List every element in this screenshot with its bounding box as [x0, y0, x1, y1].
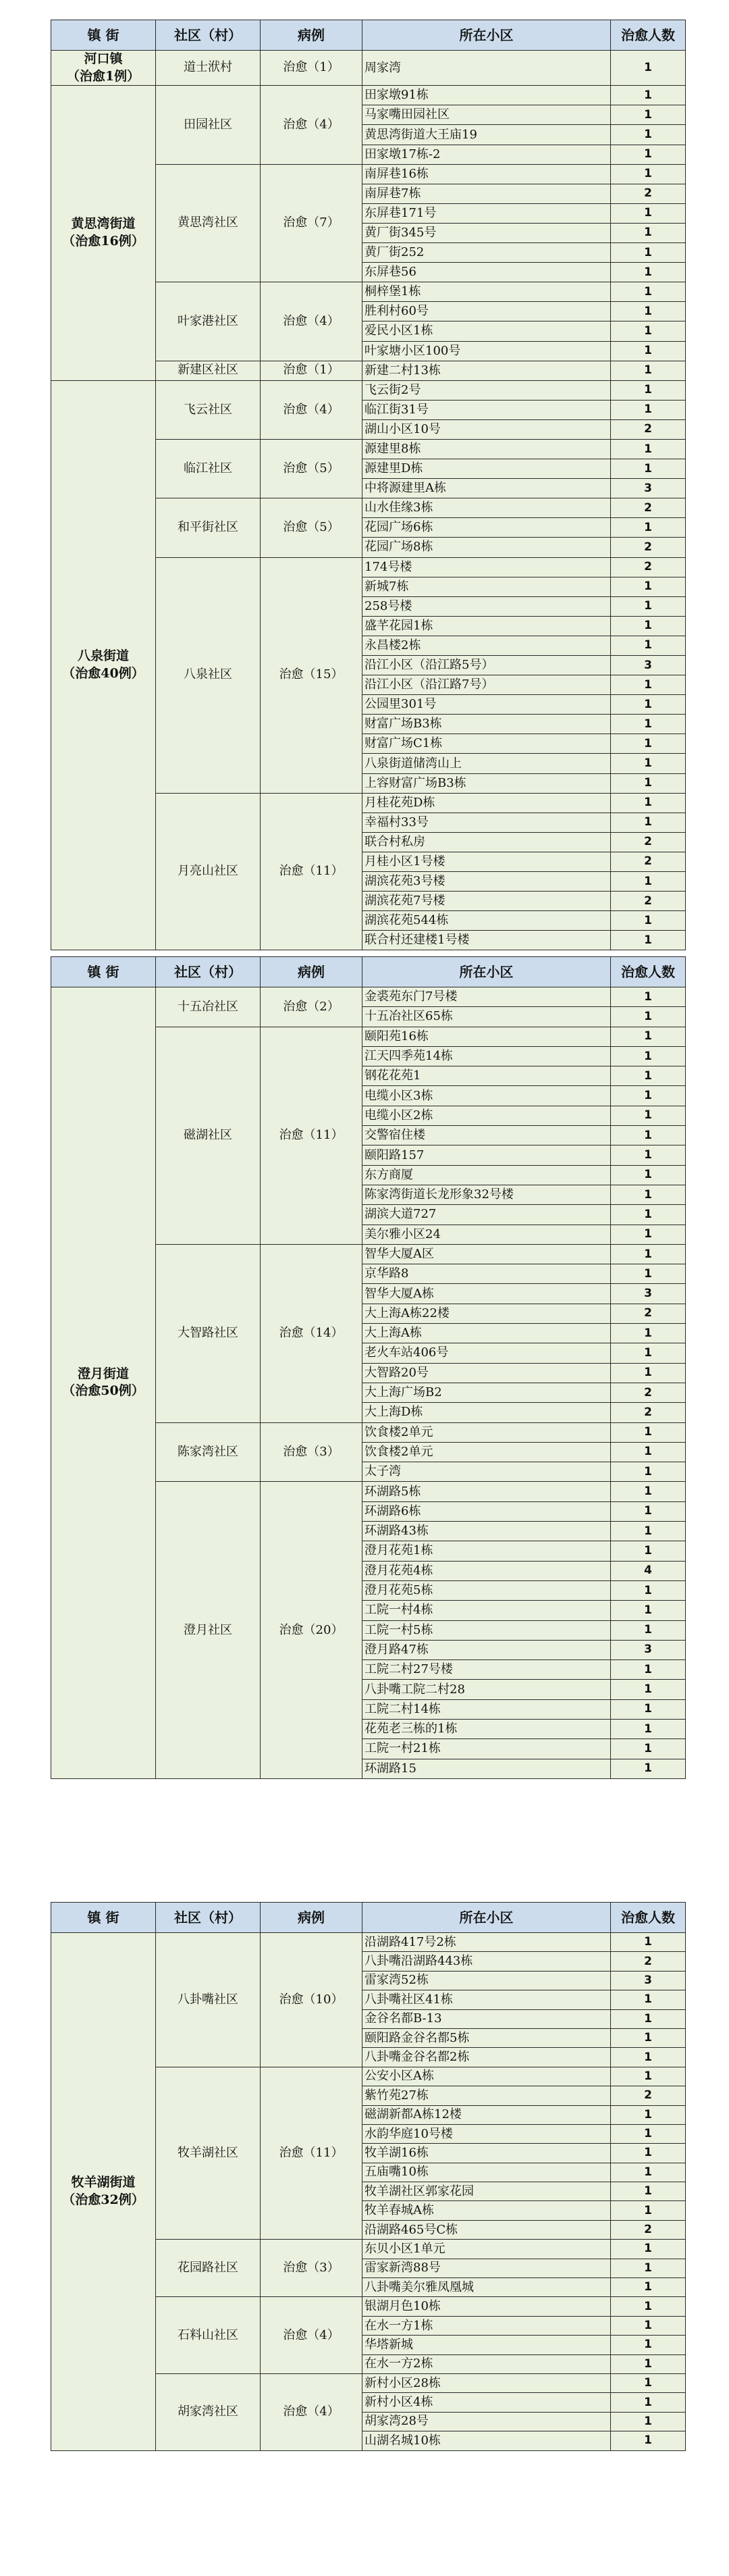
count-cell: 1 [611, 2144, 686, 2163]
location-cell: 智华大厦A区 [362, 1244, 611, 1264]
location-cell: 沿湖路417号2栋 [362, 1933, 611, 1952]
location-cell: 月桂小区1号楼 [362, 852, 611, 871]
cases-cell: 治愈（4） [261, 2373, 362, 2450]
count-cell: 1 [611, 125, 686, 145]
count-cell: 1 [611, 2028, 686, 2047]
location-cell: 花园广场6栋 [362, 518, 611, 538]
location-cell: 花园广场8栋 [362, 538, 611, 557]
location-cell: 华塔新城 [362, 2336, 611, 2354]
count-cell: 1 [611, 1990, 686, 2009]
count-cell: 1 [611, 2201, 686, 2220]
count-cell: 1 [611, 341, 686, 361]
cases-cell: 治愈（5） [261, 439, 362, 498]
location-cell: 胜利村60号 [362, 302, 611, 321]
count-cell: 1 [611, 1660, 686, 1680]
location-cell: 水韵华庭10号楼 [362, 2124, 611, 2143]
cases-cell: 治愈（4） [261, 282, 362, 361]
cases-cell: 治愈（2） [261, 987, 362, 1027]
count-cell: 1 [611, 2105, 686, 2124]
location-cell: 湖滨大道727 [362, 1205, 611, 1225]
street-cell: 黄思湾街道 （治愈16例） [51, 86, 156, 380]
location-cell: 澄月路47栋 [362, 1640, 611, 1659]
location-cell: 沿江小区（沿江路5号） [362, 656, 611, 675]
count-cell: 1 [611, 223, 686, 242]
count-cell: 1 [611, 1165, 686, 1185]
location-cell: 月桂花苑D栋 [362, 793, 611, 813]
location-cell: 钢花花苑1 [362, 1066, 611, 1086]
cases-cell: 治愈（4） [261, 86, 362, 164]
community-cell: 八卦嘴社区 [156, 1933, 261, 2067]
count-cell: 3 [611, 479, 686, 498]
location-cell: 环湖路15 [362, 1759, 611, 1778]
count-cell: 2 [611, 538, 686, 557]
location-cell: 工院一村4栋 [362, 1601, 611, 1620]
header-community: 社区（村） [156, 1903, 261, 1933]
cases-cell: 治愈（3） [261, 2240, 362, 2297]
location-cell: 财富广场B3栋 [362, 715, 611, 734]
location-cell: 牧羊春城A栋 [362, 2201, 611, 2220]
count-cell: 1 [611, 1699, 686, 1719]
location-cell: 南屏巷7栋 [362, 184, 611, 203]
location-cell: 在水一方2栋 [362, 2354, 611, 2373]
location-cell: 八泉街道储湾山上 [362, 754, 611, 773]
count-cell: 1 [611, 596, 686, 616]
count-cell: 2 [611, 2220, 686, 2239]
table-row [51, 86, 686, 105]
location-cell: 东方商厦 [362, 1165, 611, 1185]
count-cell: 1 [611, 754, 686, 773]
count-cell: 1 [611, 987, 686, 1007]
location-cell: 牧羊湖16栋 [362, 2144, 611, 2163]
location-cell: 颐阳苑16栋 [362, 1027, 611, 1046]
location-cell: 叶家塘小区100号 [362, 341, 611, 361]
location-cell: 澄月花苑4栋 [362, 1561, 611, 1580]
location-cell: 大上海A栋22楼 [362, 1304, 611, 1323]
count-cell: 1 [611, 203, 686, 223]
location-cell: 雷家湾52栋 [362, 1971, 611, 1990]
location-cell: 东屏巷171号 [362, 203, 611, 223]
count-cell: 1 [611, 1422, 686, 1442]
community-cell: 牧羊湖社区 [156, 2067, 261, 2240]
location-cell: 工院二村14栋 [362, 1699, 611, 1719]
header-count: 治愈人数 [611, 957, 686, 987]
location-cell: 源建里8栋 [362, 439, 611, 459]
count-cell: 1 [611, 1264, 686, 1284]
location-cell: 银湖月色10栋 [362, 2297, 611, 2316]
community-cell: 月亮山社区 [156, 793, 261, 950]
location-cell: 马家嘴田园社区 [362, 105, 611, 125]
community-cell: 八泉社区 [156, 557, 261, 793]
location-cell: 新建二村13栋 [362, 361, 611, 380]
location-cell: 黄思湾街道大王庙19 [362, 125, 611, 145]
location-cell: 澄月花苑1栋 [362, 1541, 611, 1561]
location-cell: 盛芊花园1栋 [362, 616, 611, 636]
table-header-row [51, 1903, 686, 1933]
location-cell: 周家湾 [362, 51, 611, 86]
count-cell: 2 [611, 1952, 686, 1971]
location-cell: 桐梓堡1栋 [362, 282, 611, 302]
community-cell: 大智路社区 [156, 1244, 261, 1422]
count-cell: 1 [611, 459, 686, 479]
header-cases: 病例 [261, 20, 362, 51]
count-cell: 1 [611, 1541, 686, 1561]
cases-cell: 治愈（20） [261, 1482, 362, 1778]
location-cell: 沿湖路465号C栋 [362, 2220, 611, 2239]
count-cell: 2 [611, 832, 686, 852]
community-cell: 胡家湾社区 [156, 2373, 261, 2450]
count-cell: 1 [611, 1126, 686, 1145]
count-cell: 1 [611, 86, 686, 105]
location-cell: 八卦嘴工院二村28 [362, 1680, 611, 1699]
location-cell: 紫竹苑27栋 [362, 2086, 611, 2105]
count-cell: 1 [611, 2182, 686, 2201]
location-cell: 花苑老三栋的1栋 [362, 1719, 611, 1738]
location-cell: 东贝小区1单元 [362, 2240, 611, 2259]
location-cell: 东屏巷56 [362, 263, 611, 282]
count-cell: 1 [611, 1007, 686, 1027]
count-cell: 1 [611, 734, 686, 754]
count-cell: 1 [611, 2163, 686, 2182]
count-cell: 1 [611, 282, 686, 302]
count-cell: 1 [611, 1482, 686, 1501]
location-cell: 新城7栋 [362, 577, 611, 596]
location-cell: 在水一方1栋 [362, 2316, 611, 2335]
location-cell: 五庙嘴10栋 [362, 2163, 611, 2182]
location-cell: 颐阳路157 [362, 1145, 611, 1165]
community-cell: 和平街社区 [156, 498, 261, 557]
cases-cell: 治愈（5） [261, 498, 362, 557]
count-cell: 1 [611, 715, 686, 734]
cases-cell: 治愈（11） [261, 2067, 362, 2240]
location-cell: 金谷名都B-13 [362, 2009, 611, 2028]
count-cell: 3 [611, 656, 686, 675]
location-cell: 联合村还建楼1号楼 [362, 931, 611, 950]
count-cell: 2 [611, 184, 686, 203]
location-cell: 新村小区4栋 [362, 2393, 611, 2412]
count-cell: 1 [611, 2259, 686, 2277]
location-cell: 胡家湾28号 [362, 2412, 611, 2431]
community-cell: 道士洑村 [156, 51, 261, 86]
location-cell: 美尔雅小区24 [362, 1225, 611, 1244]
count-cell: 1 [611, 1501, 686, 1521]
count-cell: 1 [611, 2048, 686, 2067]
street-cell: 牧羊湖街道 （治愈32例） [51, 1933, 156, 2451]
cases-cell: 治愈（1） [261, 51, 362, 86]
count-cell: 1 [611, 1620, 686, 1640]
count-cell: 1 [611, 1680, 686, 1699]
location-cell: 颐阳路金谷名都5栋 [362, 2028, 611, 2047]
location-cell: 174号楼 [362, 557, 611, 577]
count-cell: 1 [611, 2393, 686, 2412]
count-cell: 1 [611, 400, 686, 419]
count-cell: 1 [611, 263, 686, 282]
location-cell: 八卦嘴美尔雅凤凰城 [362, 2278, 611, 2297]
cases-cell: 治愈（4） [261, 380, 362, 439]
table-header-row [51, 957, 686, 987]
location-cell: 财富广场C1栋 [362, 734, 611, 754]
cases-cell: 治愈（14） [261, 1244, 362, 1422]
community-cell: 飞云社区 [156, 380, 261, 439]
location-cell: 饮食楼2单元 [362, 1442, 611, 1462]
count-cell: 1 [611, 675, 686, 695]
count-cell: 2 [611, 1304, 686, 1323]
count-cell: 1 [611, 518, 686, 538]
cases-cell: 治愈（15） [261, 557, 362, 793]
count-cell: 1 [611, 1759, 686, 1778]
location-cell: 金裘苑东门7号楼 [362, 987, 611, 1007]
count-cell: 3 [611, 1971, 686, 1990]
count-cell: 1 [611, 616, 686, 636]
count-cell: 1 [611, 1363, 686, 1383]
location-cell: 田家墩17栋-2 [362, 145, 611, 164]
count-cell: 1 [611, 1462, 686, 1482]
location-cell: 新村小区28栋 [362, 2373, 611, 2392]
count-cell: 1 [611, 2278, 686, 2297]
count-cell: 1 [611, 2240, 686, 2259]
cases-cell: 治愈（11） [261, 1027, 362, 1244]
location-cell: 十五冶社区65栋 [362, 1007, 611, 1027]
header-location: 所在小区 [362, 1903, 611, 1933]
location-cell: 江天四季苑14栋 [362, 1046, 611, 1066]
location-cell: 山湖名城10栋 [362, 2431, 611, 2450]
count-cell: 1 [611, 695, 686, 715]
location-cell: 飞云街2号 [362, 380, 611, 400]
community-cell: 黄思湾社区 [156, 164, 261, 282]
location-cell: 环湖路6栋 [362, 1501, 611, 1521]
community-cell: 陈家湾社区 [156, 1422, 261, 1482]
count-cell: 1 [611, 380, 686, 400]
count-cell: 1 [611, 321, 686, 341]
header-community: 社区（村） [156, 957, 261, 987]
header-cases: 病例 [261, 1903, 362, 1933]
header-location: 所在小区 [362, 957, 611, 987]
count-cell: 2 [611, 498, 686, 518]
cases-cell: 治愈（7） [261, 164, 362, 282]
count-cell: 1 [611, 439, 686, 459]
count-cell: 2 [611, 557, 686, 577]
count-cell: 1 [611, 1066, 686, 1086]
header-community: 社区（村） [156, 20, 261, 51]
count-cell: 1 [611, 1601, 686, 1620]
location-cell: 爱民小区1栋 [362, 321, 611, 341]
count-cell: 1 [611, 2124, 686, 2143]
location-cell: 磁湖新都A栋12楼 [362, 2105, 611, 2124]
count-cell: 3 [611, 1640, 686, 1659]
count-cell: 1 [611, 1027, 686, 1046]
location-cell: 环湖路5栋 [362, 1482, 611, 1501]
count-cell: 1 [611, 1324, 686, 1343]
count-cell: 1 [611, 931, 686, 950]
count-cell: 2 [611, 2086, 686, 2105]
cases-cell: 治愈（11） [261, 793, 362, 950]
location-cell: 258号楼 [362, 596, 611, 616]
count-cell: 2 [611, 1383, 686, 1402]
location-cell: 湖山小区10号 [362, 419, 611, 439]
case-table [51, 956, 686, 1779]
location-cell: 大上海广场B2 [362, 1383, 611, 1402]
location-cell: 牧羊湖社区郭家花园 [362, 2182, 611, 2201]
count-cell: 2 [611, 892, 686, 911]
count-cell: 3 [611, 1284, 686, 1304]
header-cases: 病例 [261, 957, 362, 987]
header-street: 镇 街 [51, 1903, 156, 1933]
location-cell: 八卦嘴沿湖路443栋 [362, 1952, 611, 1971]
location-cell: 公安小区A栋 [362, 2067, 611, 2086]
count-cell: 1 [611, 813, 686, 832]
location-cell: 中将源建里A栋 [362, 479, 611, 498]
count-cell: 1 [611, 1086, 686, 1106]
count-cell: 1 [611, 773, 686, 793]
count-cell: 1 [611, 1719, 686, 1738]
table-row [51, 51, 686, 86]
count-cell: 1 [611, 1522, 686, 1541]
location-cell: 湖滨花苑7号楼 [362, 892, 611, 911]
count-cell: 1 [611, 51, 686, 86]
header-count: 治愈人数 [611, 1903, 686, 1933]
location-cell: 工院一村5栋 [362, 1620, 611, 1640]
community-cell: 临江社区 [156, 439, 261, 498]
count-cell: 1 [611, 2412, 686, 2431]
cases-cell: 治愈（10） [261, 1933, 362, 2067]
count-cell: 1 [611, 577, 686, 596]
cases-cell: 治愈（3） [261, 1422, 362, 1482]
location-cell: 智华大厦A栋 [362, 1284, 611, 1304]
location-cell: 大智路20号 [362, 1363, 611, 1383]
location-cell: 幸福村33号 [362, 813, 611, 832]
count-cell: 1 [611, 164, 686, 184]
community-cell: 石料山社区 [156, 2297, 261, 2374]
location-cell: 陈家湾街道长龙形象32号楼 [362, 1185, 611, 1204]
location-cell: 山水佳缘3栋 [362, 498, 611, 518]
count-cell: 1 [611, 1185, 686, 1204]
header-count: 治愈人数 [611, 20, 686, 51]
community-cell: 新建区社区 [156, 361, 261, 380]
community-cell: 田园社区 [156, 86, 261, 164]
count-cell: 2 [611, 1403, 686, 1422]
location-cell: 上容财富广场B3栋 [362, 773, 611, 793]
count-cell: 1 [611, 1442, 686, 1462]
community-cell: 十五冶社区 [156, 987, 261, 1027]
location-cell: 八卦嘴社区41栋 [362, 1990, 611, 2009]
count-cell: 1 [611, 1244, 686, 1264]
community-cell: 澄月社区 [156, 1482, 261, 1778]
location-cell: 电缆小区3栋 [362, 1086, 611, 1106]
table-row [51, 987, 686, 1007]
location-cell: 饮食楼2单元 [362, 1422, 611, 1442]
count-cell: 1 [611, 243, 686, 263]
count-cell: 1 [611, 302, 686, 321]
location-cell: 湖滨花苑3号楼 [362, 872, 611, 892]
location-cell: 工院一村21栋 [362, 1739, 611, 1759]
count-cell: 1 [611, 2373, 686, 2392]
header-street: 镇 街 [51, 957, 156, 987]
count-cell: 1 [611, 2316, 686, 2335]
location-cell: 大上海D栋 [362, 1403, 611, 1422]
table-header-row [51, 20, 686, 51]
location-cell: 八卦嘴金谷名都2栋 [362, 2048, 611, 2067]
header-street: 镇 街 [51, 20, 156, 51]
street-cell: 河口镇 （治愈1例） [51, 51, 156, 86]
count-cell: 1 [611, 1145, 686, 1165]
count-cell: 1 [611, 1343, 686, 1363]
location-cell: 黄厂街252 [362, 243, 611, 263]
case-table [51, 20, 686, 950]
count-cell: 1 [611, 361, 686, 380]
location-cell: 临江街31号 [362, 400, 611, 419]
location-cell: 澄月花苑5栋 [362, 1580, 611, 1600]
count-cell: 2 [611, 419, 686, 439]
count-cell: 1 [611, 1046, 686, 1066]
cases-cell: 治愈（1） [261, 361, 362, 380]
location-cell: 公园里301号 [362, 695, 611, 715]
location-cell: 环湖路43栋 [362, 1522, 611, 1541]
location-cell: 京华路8 [362, 1264, 611, 1284]
count-cell: 1 [611, 911, 686, 931]
location-cell: 联合村私房 [362, 832, 611, 852]
count-cell: 1 [611, 1933, 686, 1952]
count-cell: 1 [611, 2009, 686, 2028]
street-cell: 八泉街道 （治愈40例） [51, 380, 156, 950]
count-cell: 1 [611, 872, 686, 892]
location-cell: 大上海A栋 [362, 1324, 611, 1343]
count-cell: 1 [611, 2336, 686, 2354]
header-location: 所在小区 [362, 20, 611, 51]
location-cell: 老火车站406号 [362, 1343, 611, 1363]
count-cell: 1 [611, 145, 686, 164]
street-cell: 澄月街道 （治愈50例） [51, 987, 156, 1779]
location-cell: 田家墩91栋 [362, 86, 611, 105]
location-cell: 湖滨花苑544栋 [362, 911, 611, 931]
count-cell: 1 [611, 1106, 686, 1125]
location-cell: 电缆小区2栋 [362, 1106, 611, 1125]
count-cell: 1 [611, 2297, 686, 2316]
count-cell: 1 [611, 105, 686, 125]
count-cell: 2 [611, 852, 686, 871]
location-cell: 沿江小区（沿江路7号） [362, 675, 611, 695]
location-cell: 源建里D栋 [362, 459, 611, 479]
count-cell: 1 [611, 1739, 686, 1759]
location-cell: 永昌楼2栋 [362, 636, 611, 655]
table-row [51, 1933, 686, 1952]
count-cell: 1 [611, 1225, 686, 1244]
count-cell: 1 [611, 2354, 686, 2373]
count-cell: 1 [611, 636, 686, 655]
count-cell: 4 [611, 1561, 686, 1580]
count-cell: 1 [611, 2067, 686, 2086]
count-cell: 1 [611, 2431, 686, 2450]
location-cell: 工院二村27号楼 [362, 1660, 611, 1680]
location-cell: 太子湾 [362, 1462, 611, 1482]
location-cell: 南屏巷16栋 [362, 164, 611, 184]
community-cell: 叶家港社区 [156, 282, 261, 361]
count-cell: 1 [611, 1205, 686, 1225]
location-cell: 黄厂街345号 [362, 223, 611, 242]
location-cell: 雷家新湾88号 [362, 2259, 611, 2277]
table-row [51, 380, 686, 400]
case-table [51, 1902, 686, 2451]
count-cell: 1 [611, 793, 686, 813]
community-cell: 花园路社区 [156, 2240, 261, 2297]
community-cell: 磁湖社区 [156, 1027, 261, 1244]
cases-cell: 治愈（4） [261, 2297, 362, 2374]
location-cell: 交警宿住楼 [362, 1126, 611, 1145]
count-cell: 1 [611, 1580, 686, 1600]
